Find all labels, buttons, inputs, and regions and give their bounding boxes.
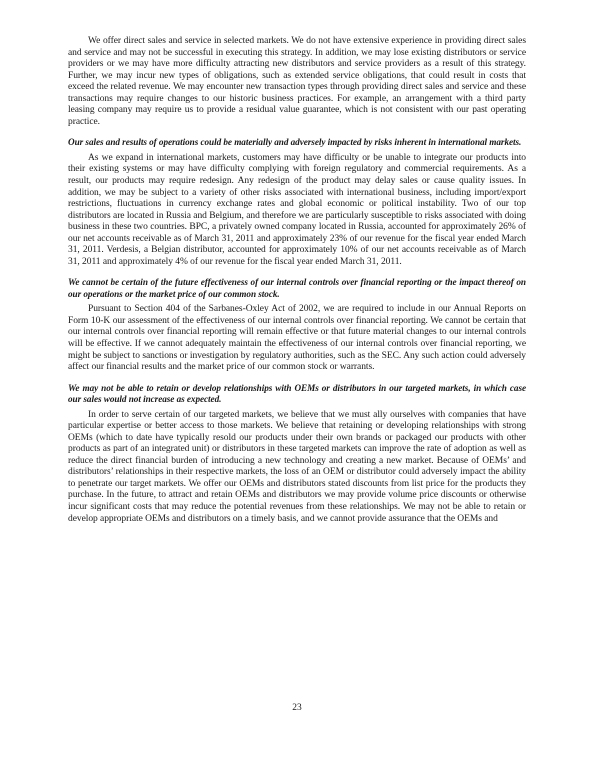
paragraph-international-markets: As we expand in international markets, customers may have difficulty or be unable to integrate our products into their existing systems or may have difficulty complying with foreign regulatory and commercial requirements. As a result, our products may require redesign. Any redesign of the product may delay sales or cause quality issues. In addition, we may be subject to a variety of other risks associated with international business, including import/export restrictions, fluctuations in currency exchange rates and global economic or political instability. Two of our top distributors are located in Russia and Belgium, and therefore we are particularly susceptible to risks associated with doing business in these two countries. BPC, a privately owned company located in Russia, accounted for approximately 26% of our net accounts receivable as of March 31, 2011 and approximately 23% of our revenue for the fiscal year ended March 31, 2011. Verdesis, a Belgian distributor, accounted for approximately 10% of our net accounts receivable as of March 31, 2011 and approximately 4% of our revenue for the fiscal year ended March 31, 2011. — [68, 152, 526, 267]
document-body — [68, 36, 526, 525]
paragraph-direct-sales: We offer direct sales and service in selected markets. We do not have extensive experience in providing direct sales and service and may not be successful in executing this strategy. In addition, we may lose existing distributors or service providers or we may have more difficulty attracting new distributors and service providers as a result of this strategy. Further, we may incur new types of obligations, such as extended service obligations, that could result in costs that exceed the related revenue. We may encounter new transaction types through providing direct sales and service and these transactions may require changes to our historic business practices. For example, an arrangement with a third party leasing company may require us to provide a residual value guarantee, which is not consistent with our past operating practice. — [68, 36, 526, 127]
heading-internal-controls-risk: We cannot be certain of the future effectiveness of our internal controls over financial reporting or the impact thereof on our operations or the market price of our common stock. — [68, 277, 526, 299]
heading-oem-distributors-risk: We may not be able to retain or develop relationships with OEMs or distributors in our targeted markets, in which case our sales would not increase as expected. — [68, 382, 526, 405]
heading-international-markets-risk: Our sales and results of operations could be materially and adversely impacted by risks inherent in international markets. — [68, 137, 522, 148]
paragraph-internal-controls: Pursuant to Section 404 of the Sarbanes-Oxley Act of 2002, we are required to include in our Annual Reports on Form 10-K our assessment of the effectiveness of our internal controls over financial reporting. We cannot be certain that our internal controls over financial reporting will remain effective or that future material changes to our internal controls will be effective. If we cannot adequately maintain the effectiveness of our internal controls over financial reporting, we might be subject to sanctions or investigation by regulatory authorities, such as the SEC. Any such action could adversely affect our financial results and the market price of our common stock or warrants. — [68, 304, 526, 373]
page-number: 23 — [292, 703, 302, 713]
paragraph-oem-distributors: In order to serve certain of our targeted markets, we believe that we must ally ourselves with companies that have particular expertise or better access to those markets. We believe that retaining or developing relationships with strong OEMs (which to date have typically resold our products under their own brands or packaged our products with other products as part of an integrated unit) or distributors in these targeted markets can improve the rate of adoption as well as reduce the direct financial burden of introducing a new technology and creating a new market. Because of OEMs’ and distributors’ relationships in their respective markets, the loss of an OEM or distributor could adversely impact the ability to penetrate our target markets. We offer our OEMs and distributors stated discounts from list price for the products they purchase. In the future, to attract and retain OEMs and distributors we may provide volume price discounts or otherwise incur significant costs that may reduce the potential revenues from these relationships. We may not be able to retain or develop appropriate OEMs and distributors on a timely basis, and we cannot provide assurance that the OEMs and — [68, 409, 526, 524]
